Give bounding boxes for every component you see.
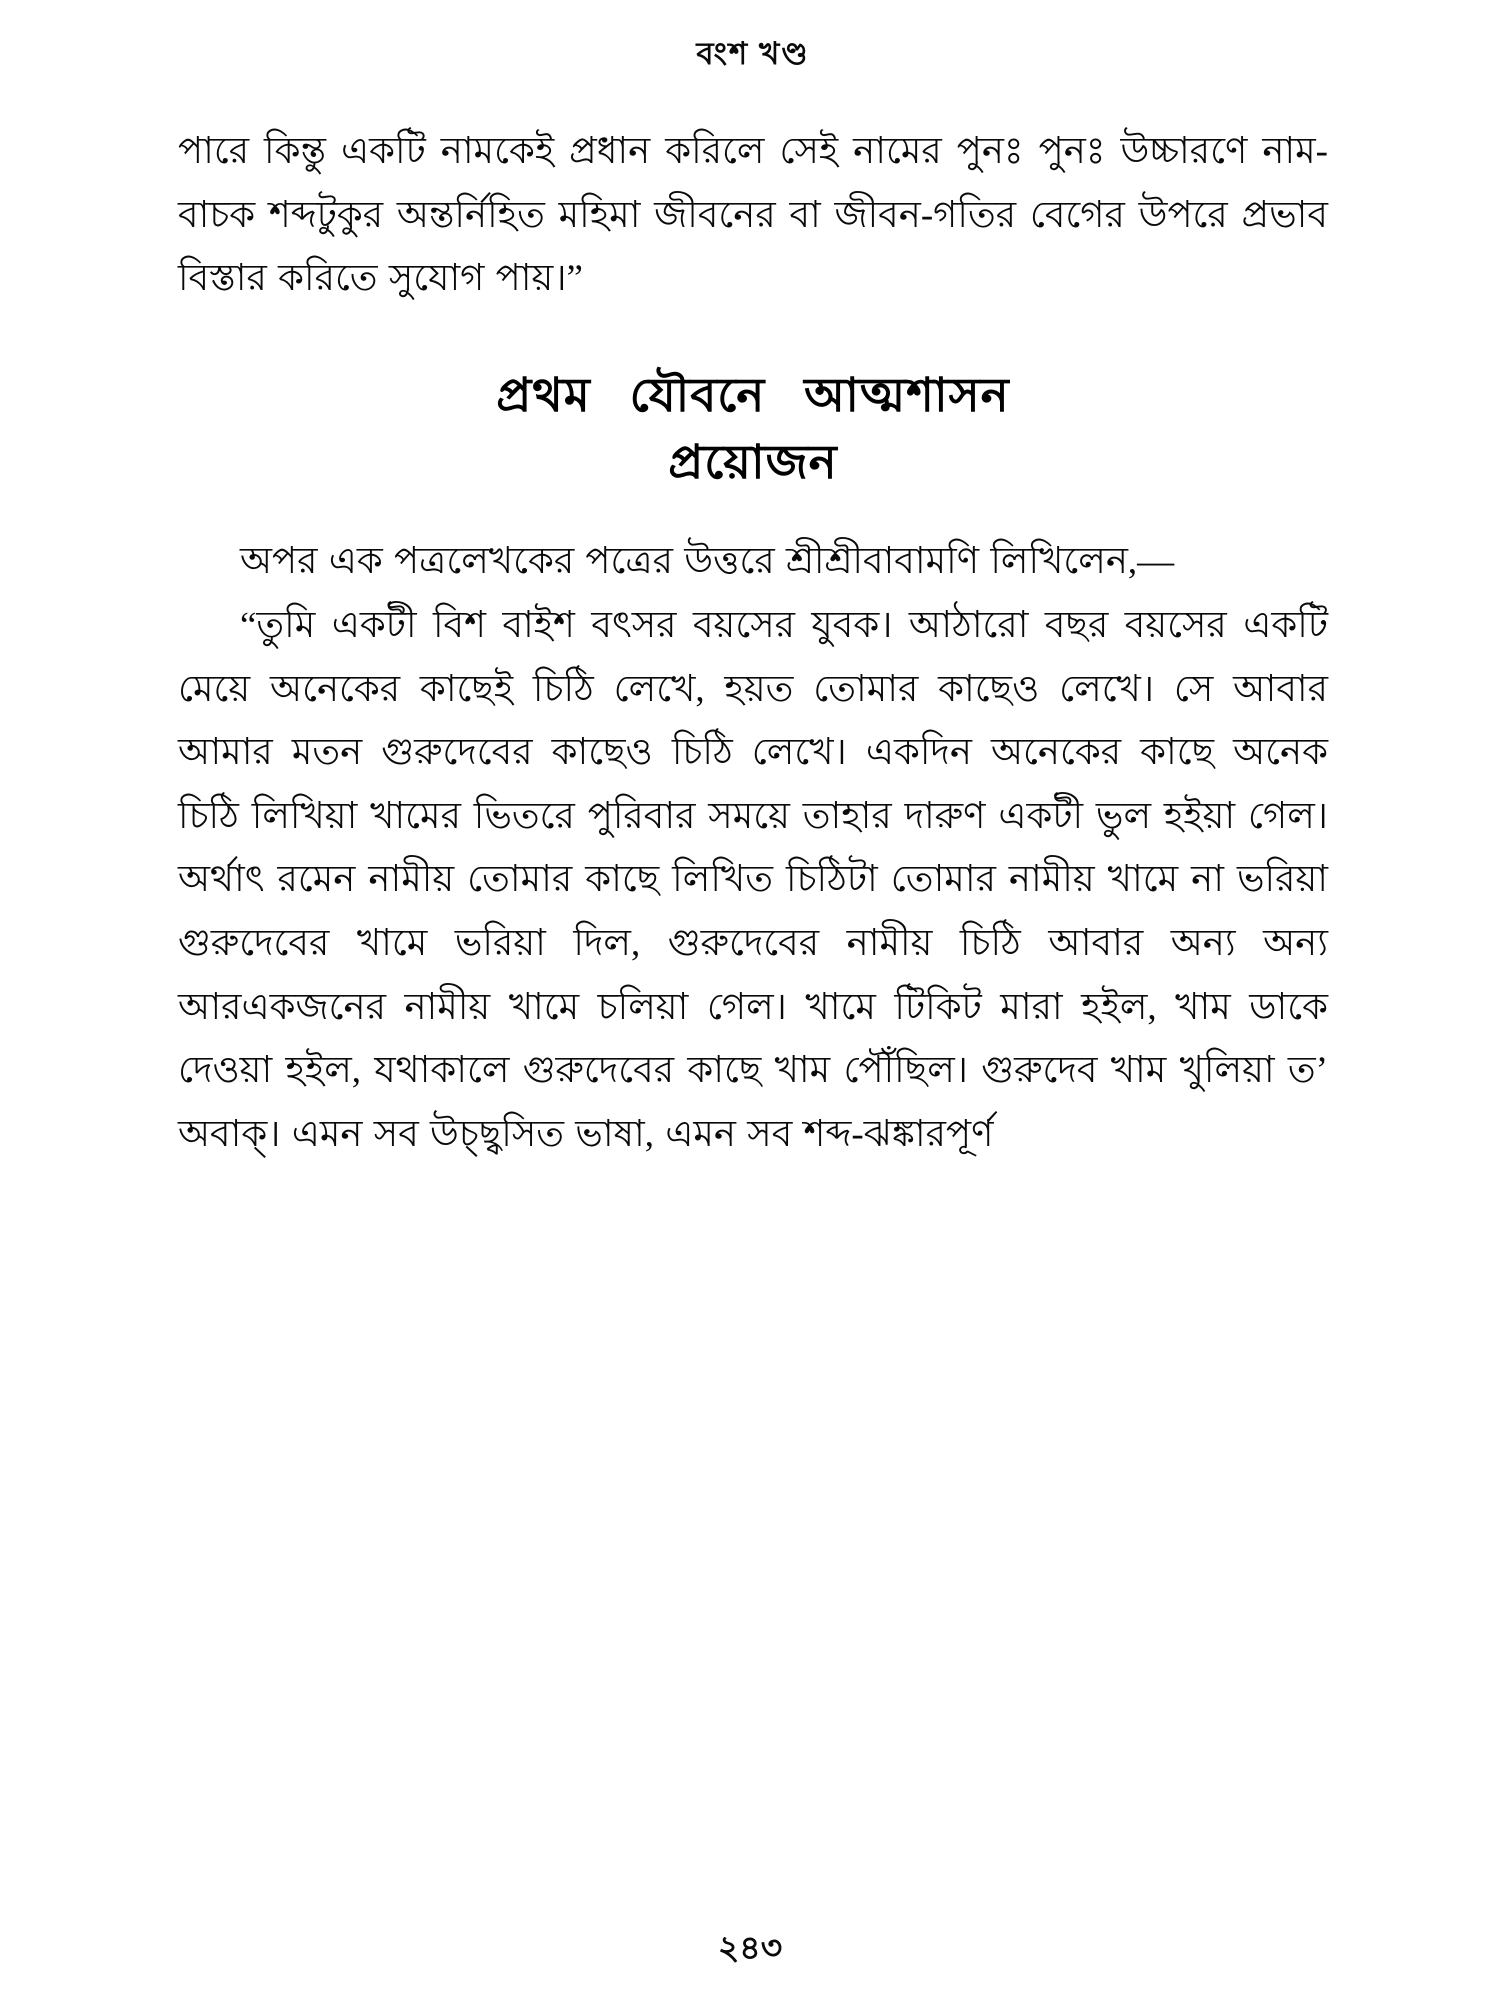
page-content-column	[178, 0, 1328, 1167]
section-body	[178, 530, 1328, 1166]
section-title-line-1: প্রথম যৌবনে আত্মশাসন	[496, 369, 1010, 422]
paragraph-2: “তুমি একটী বিশ বাইশ বৎসর বয়সের যুবক। আঠারো বছর বয়সের একটি মেয়ে অনেকের কাছেই চিঠি লেখে, হয়ত তোমার কাছেও লেখে। সে আবার আমার মতন গুরুদেবের কাছেও চিঠি লেখে। একদিন অনেকের কাছে অনেক চিঠি লিখিয়া খামের ভিতরে পুরিবার সময়ে তাহার দারুণ একটী ভুল হইয়া গেল। অর্থাৎ রমেন নামীয় তোমার কাছে লিখিত চিঠিটা তোমার নামীয় খামে না ভরিয়া গুরুদেবের খামে ভরিয়া দিল, গুরুদেবের নামীয় চিঠি আবার অন্য অন্য আরএকজনের নামীয় খামে চলিয়া গেল। খামে টিকিট মারা হইল, খাম ডাকে দেওয়া হইল, যথাকালে গুরুদেবের কাছে খাম পৌঁছিল। গুরুদেব খাম খুলিয়া ত’ অবাক্‌। এমন সব উচ্ছ্বসিত ভাষা, এমন সব শব্দ-ঝঙ্কারপূর্ণ	[178, 604, 1328, 1155]
page-number: ২৪৩	[717, 1931, 783, 1967]
section-title	[178, 363, 1328, 496]
paragraph-1: অপর এক পত্রলেখকের পত্রের উত্তরে শ্রীশ্রীবাবামণি লিখিলেন,—	[240, 541, 1175, 583]
section-title-line-2: প্রয়োজন	[668, 436, 838, 489]
running-head: বংশ খণ্ড	[696, 36, 810, 71]
continued-paragraph: পারে কিন্তু একটি নামকেই প্রধান করিলে সেই নামের পুনঃ পুনঃ উচ্চারণে নাম-বাচক শব্দটুকুর অন্তর্নিহিত মহিমা জীবনের বা জীবন-গতির বেগের উপরে প্রভাব বিস্তার করিতে সুযোগ পায়।”	[178, 131, 1328, 300]
